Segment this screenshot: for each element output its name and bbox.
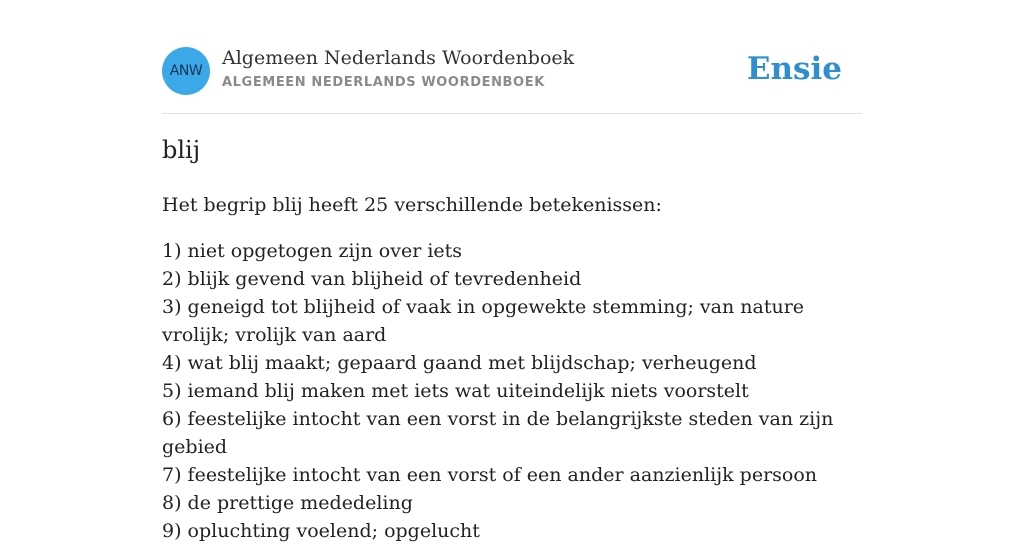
meaning-item: 4) wat blij maakt; gepaard gaand met blijdschap; verheugend bbox=[162, 352, 757, 374]
meaning-item: 8) de prettige mededeling bbox=[162, 492, 413, 514]
page bbox=[162, 0, 862, 542]
source-subtitle: ALGEMEEN NEDERLANDS WOORDENBOEK bbox=[222, 75, 545, 90]
source-logo-avatar[interactable] bbox=[162, 47, 210, 95]
meaning-item: 9) opluchting voelend; opgelucht bbox=[162, 520, 480, 542]
meaning-item: 1) niet opgetogen zijn over iets bbox=[162, 240, 463, 262]
intro-text: Het begrip blij heeft 25 verschillende betekenissen: bbox=[162, 194, 662, 216]
meaning-item: 6) feestelijke intocht van een vorst in de belangrijkste steden van zijn gebied bbox=[162, 408, 834, 458]
avatar-label: ANW bbox=[169, 63, 203, 79]
meaning-item: 7) feestelijke intocht van een vorst of een ander aanzienlijk persoon bbox=[162, 464, 818, 486]
meaning-item: 2) blijk gevend van blijheid of tevredenheid bbox=[162, 268, 582, 290]
meaning-item: 5) iemand blij maken met iets wat uiteindelijk niets voorstelt bbox=[162, 380, 749, 402]
page-title: blij bbox=[162, 136, 201, 164]
meaning-item: 3) geneigd tot blijheid of vaak in opgewekte stemming; van nature vrolijk; vrolijk van aard bbox=[162, 296, 805, 346]
header-divider bbox=[162, 113, 862, 114]
meanings-list bbox=[162, 237, 862, 545]
source-title[interactable]: Algemeen Nederlands Woordenboek bbox=[222, 47, 575, 69]
header bbox=[162, 47, 862, 95]
ensie-logo-link[interactable]: Ensie bbox=[746, 51, 842, 87]
